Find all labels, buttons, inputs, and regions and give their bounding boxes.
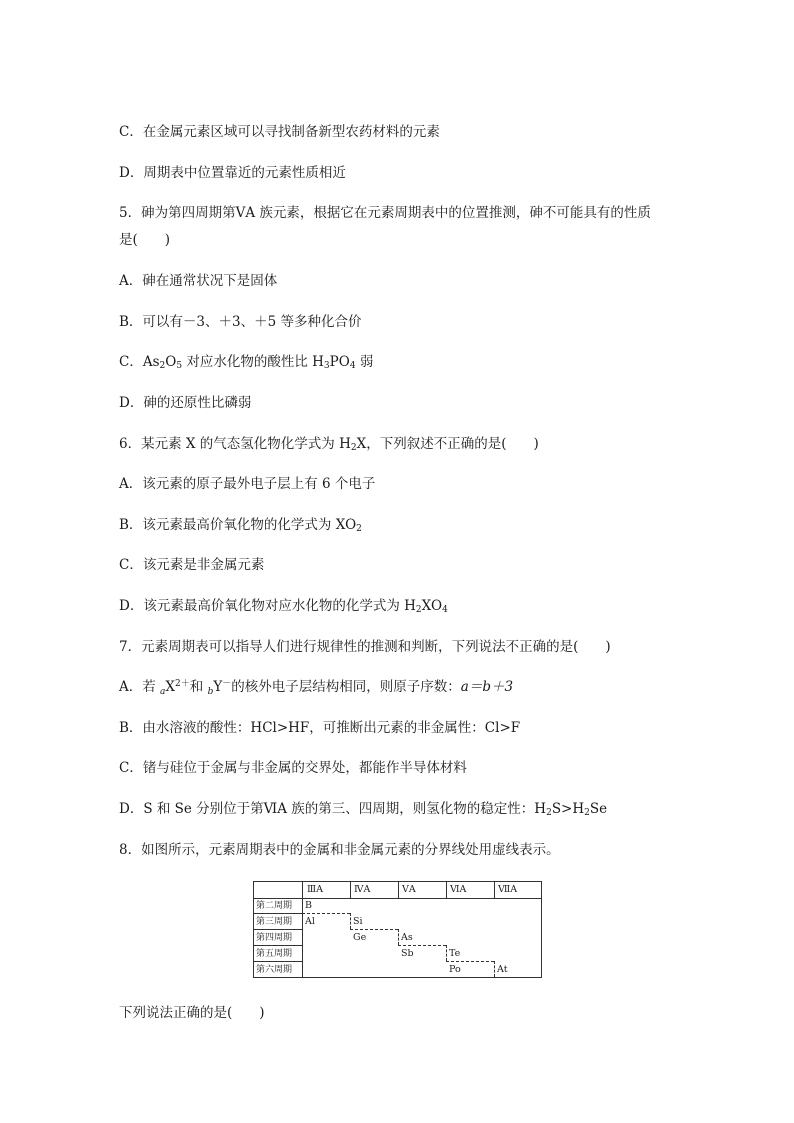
- q5-option-a: A．砷在通常状况下是固体: [119, 273, 278, 289]
- boundary-dashed-line: [350, 913, 351, 929]
- q5-stem-line2: 是( ): [119, 232, 171, 248]
- period-label: 第四周期: [256, 933, 293, 943]
- boundary-dashed-line: [302, 913, 350, 914]
- period-label: 第六周期: [256, 965, 293, 975]
- q8-question: 下列说法正确的是( ): [119, 1005, 265, 1021]
- element-te: Te: [449, 948, 461, 959]
- element-po: Po: [449, 964, 461, 975]
- q7-stem: 7．元素周期表可以指导人们进行规律性的推测和判断，下列说法不正确的是( ): [119, 639, 611, 655]
- element-ge: Ge: [353, 932, 367, 943]
- table-hline: [254, 913, 302, 914]
- table-vline: [350, 882, 351, 898]
- period-label: 第二周期: [256, 901, 293, 911]
- boundary-dashed-line: [446, 961, 494, 962]
- period-label: 第三周期: [256, 917, 293, 927]
- q4-option-d: D．周期表中位置靠近的元素性质相近: [119, 165, 346, 181]
- q6-option-a: A．该元素的原子最外电子层上有 6 个电子: [119, 476, 376, 492]
- table-vline: [446, 882, 447, 898]
- boundary-dashed-line: [350, 929, 398, 930]
- table-hline: [254, 929, 302, 930]
- q7-option-b: B．由水溶液的酸性：HCl>HF，可推断出元素的非金属性：Cl>F: [119, 720, 521, 736]
- q5-option-c: C．$As_2O_5$ 对应水化物的酸性比 $H_3PO_4$ 弱: [119, 354, 374, 371]
- element-al: Al: [305, 916, 315, 927]
- group-header: ⅢA: [307, 884, 324, 895]
- element-si: Si: [353, 916, 363, 927]
- boundary-dashed-line: [398, 945, 446, 946]
- group-header: ⅤA: [402, 884, 416, 895]
- q5-option-d: D．砷的还原性比磷弱: [119, 395, 252, 411]
- boundary-dashed-line: [446, 945, 447, 961]
- q6-stem: 6．某元素 X 的气态氢化物化学式为 $H_2X$，下列叙述不正确的是( ): [119, 436, 539, 453]
- q6-option-d: D．该元素最高价氧化物对应水化物的化学式为 $H_2XO_4$: [119, 598, 448, 615]
- element-at: At: [497, 964, 508, 975]
- q7-option-c: C．锗与硅位于金属与非金属的交界处，都能作半导体材料: [119, 760, 467, 776]
- periodic-table-fragment: [253, 881, 542, 978]
- q6-option-b: B．该元素最高价氧化物的化学式为 $XO_2$: [119, 517, 362, 534]
- q5-option-b: B．可以有－3、＋3、＋5 等多种化合价: [119, 314, 362, 330]
- table-hline: [254, 945, 302, 946]
- q8-stem: 8．如图所示，元素周期表中的金属和非金属元素的分界线处用虚线表示。: [119, 842, 560, 858]
- q5-stem-line1: 5．砷为第四周期第ⅤA 族元素，根据它在元素周期表中的位置推测，砷不可能具有的性质: [119, 205, 651, 221]
- group-header: ⅣA: [354, 884, 371, 895]
- element-sb: Sb: [401, 948, 414, 959]
- table-vline: [494, 882, 495, 898]
- table-vline: [302, 882, 303, 977]
- boundary-dashed-line: [398, 929, 399, 945]
- element-b: B: [305, 900, 312, 911]
- boundary-dashed-line: [494, 961, 495, 977]
- group-header: ⅥA: [450, 884, 467, 895]
- q7-option-a: A．若 $_aX^{2+}$和 $_b$Y－的核外电子层结构相同，则原子序数：a＝b＋3: [119, 679, 514, 697]
- table-hline: [254, 898, 541, 899]
- table-hline: [254, 961, 302, 962]
- group-header: ⅦA: [498, 884, 518, 895]
- element-as: As: [401, 932, 413, 943]
- period-label: 第五周期: [256, 949, 293, 959]
- q7-option-d: D．S 和 Se 分别位于第ⅥA 族的第三、四周期，则氢化物的稳定性：$H_2S>H_2Se$: [119, 801, 608, 818]
- table-vline: [398, 882, 399, 898]
- q6-option-c: C．该元素是非金属元素: [119, 557, 265, 573]
- q4-option-c: C．在金属元素区域可以寻找制备新型农药材料的元素: [119, 124, 440, 140]
